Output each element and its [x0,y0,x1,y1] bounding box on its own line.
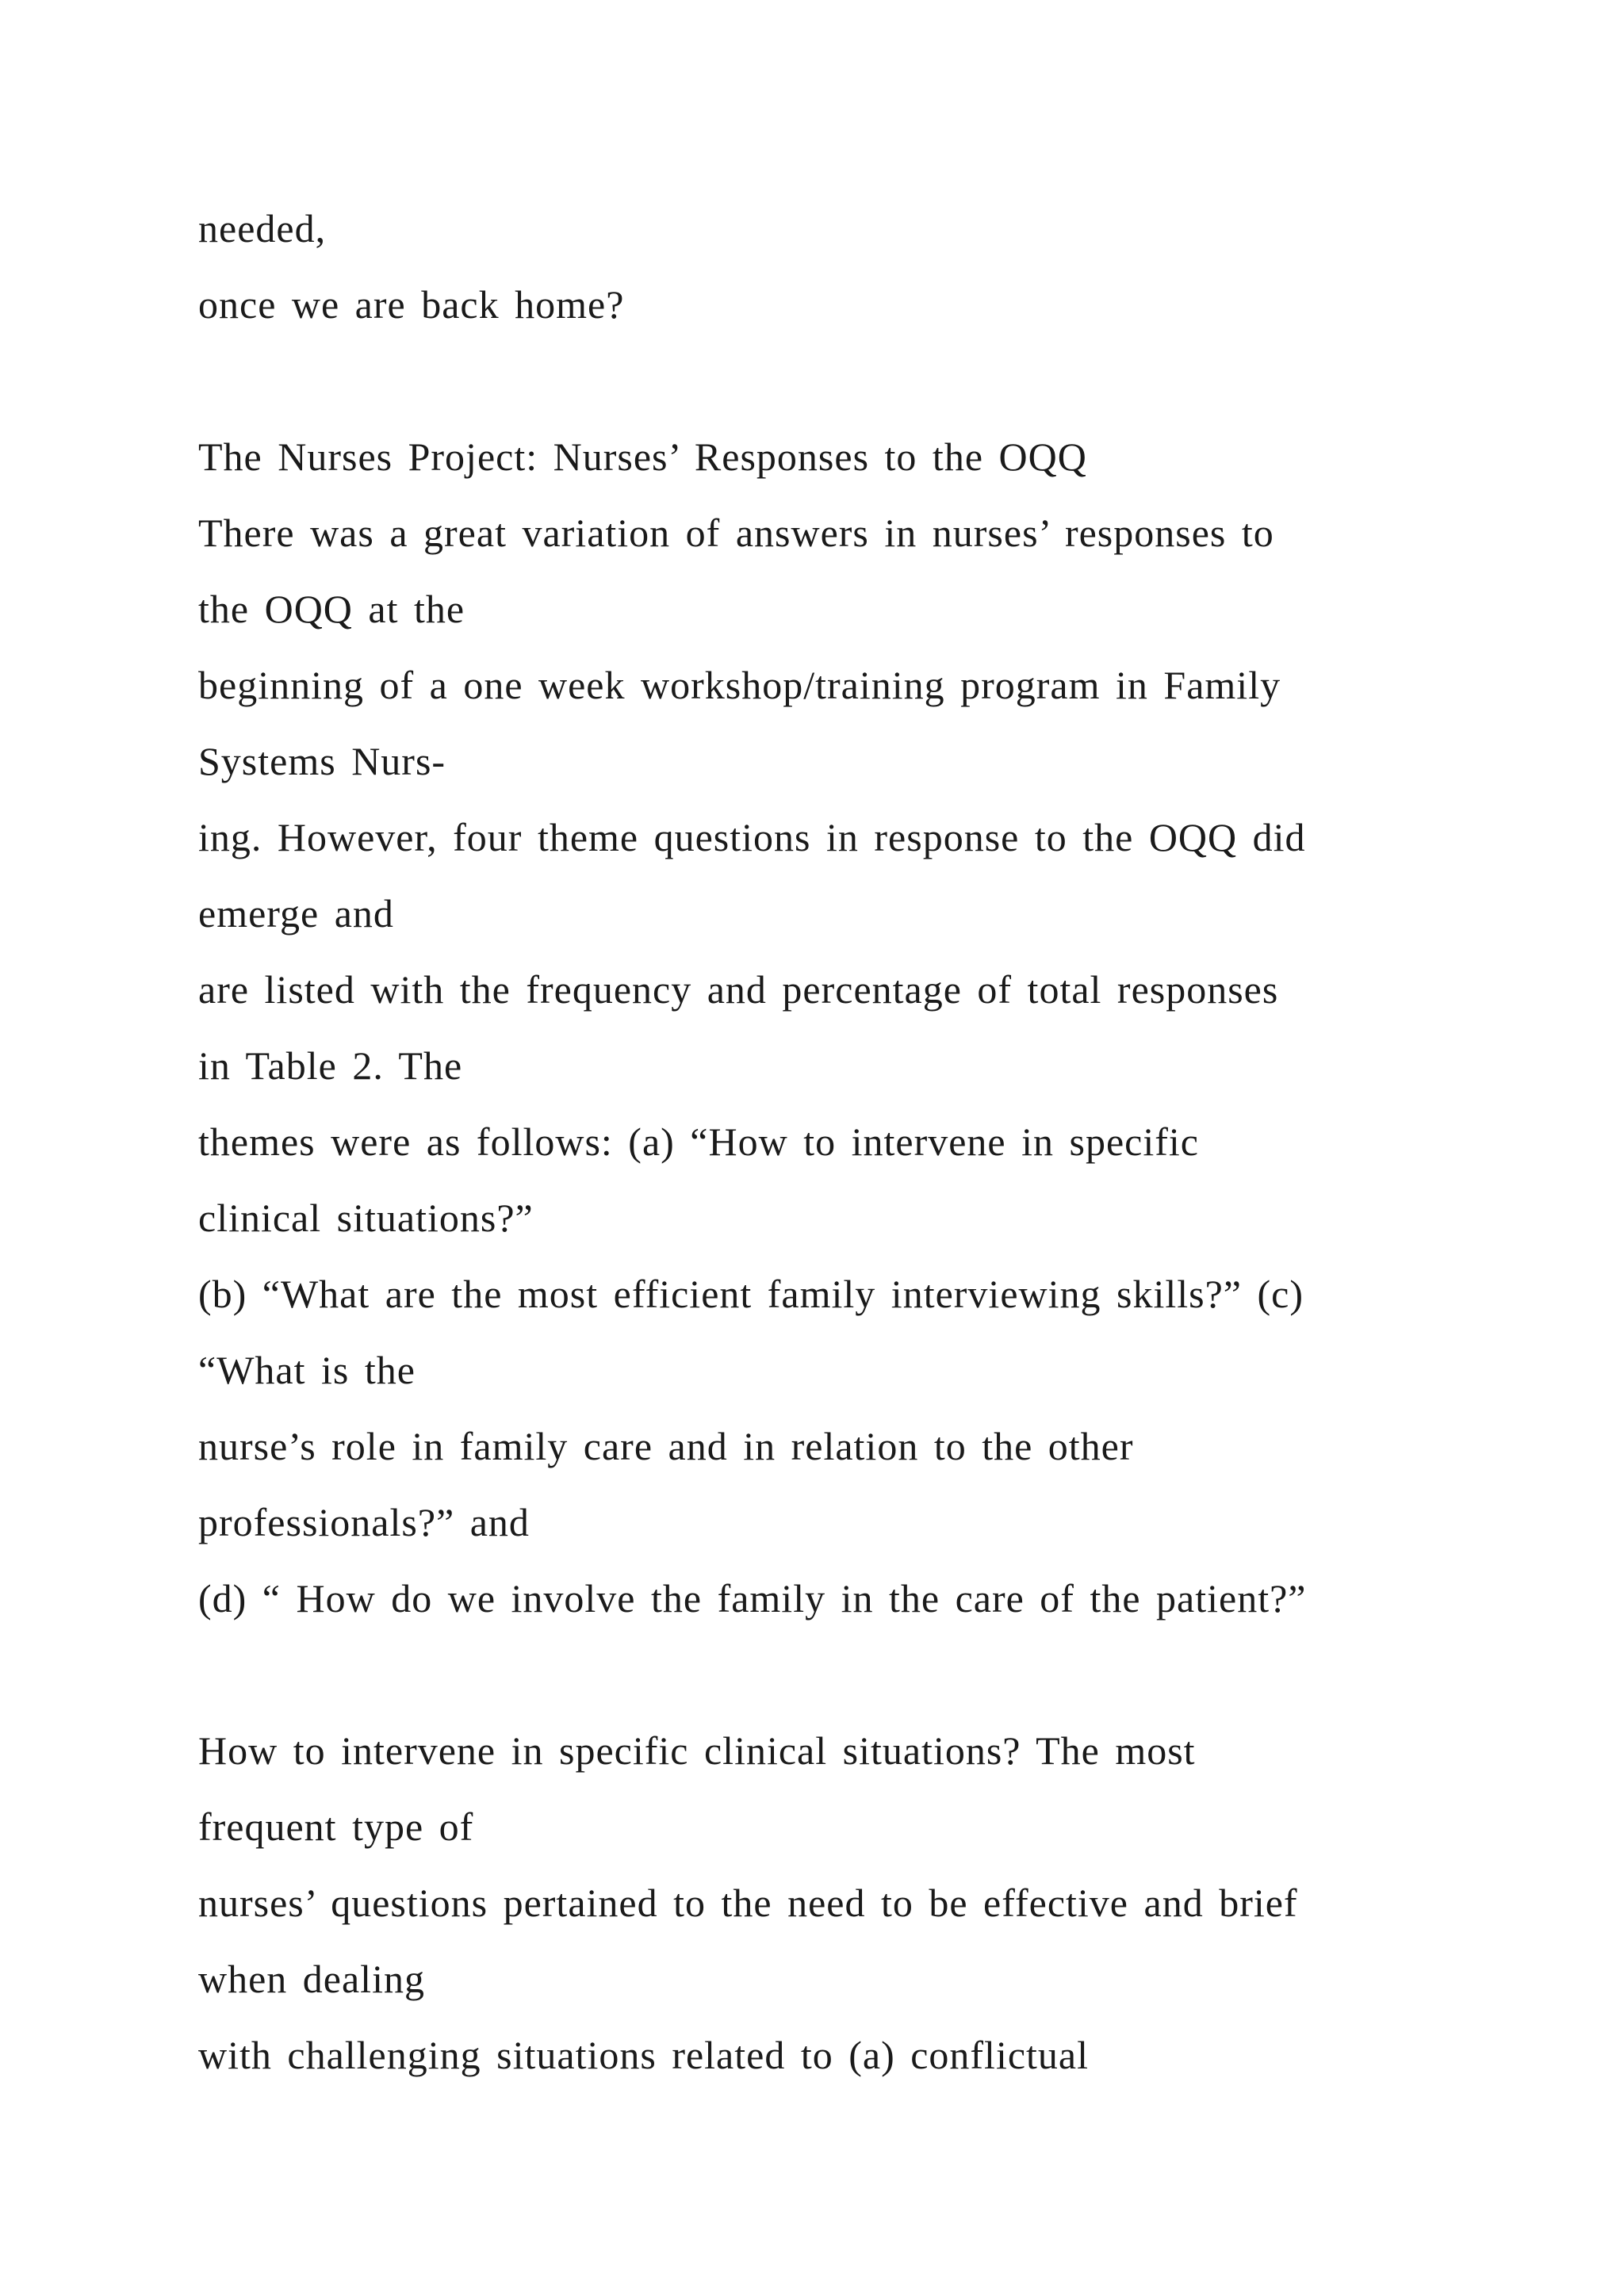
section-heading: The Nurses Project: Nurses’ Responses to the OQQ [198,434,1087,479]
text-line: in Table 2. The [198,1043,463,1088]
text-line: nurse’s role in family care and in relation to the other [198,1424,1134,1468]
text-line: the OQQ at the [198,587,465,631]
text-line: when dealing [198,1957,425,2001]
text-line: needed, [198,206,327,251]
document-body [198,190,1435,2093]
paragraph-closing-question [198,190,1435,342]
text-line: with challenging situations related to (a) conflictual [198,2033,1090,2077]
text-line: Systems Nurs- [198,739,446,783]
text-line: ing. However, four theme questions in response to the OQQ did [198,815,1306,859]
text-line: There was a great variation of answers in nurses’ responses to [198,511,1274,555]
text-line: frequent type of [198,1804,474,1849]
paragraph-clinical-situations [198,1712,1435,2093]
text-line: clinical situations?” [198,1196,534,1240]
text-line: professionals?” and [198,1500,530,1544]
text-line: How to intervene in specific clinical situations? The most [198,1728,1196,1773]
text-line: are listed with the frequency and percentage of total responses [198,967,1279,1012]
paragraph-nurses-project [198,419,1435,1636]
text-line: beginning of a one week workshop/training program in Family [198,663,1281,707]
text-line: “What is the [198,1348,416,1392]
text-line: themes were as follows: (a) “How to intervene in specific [198,1119,1199,1164]
text-line: nurses’ questions pertained to the need to be effective and brief [198,1881,1298,1925]
paragraph-spacer [198,1636,1435,1712]
text-line: (d) “ How do we involve the family in the care of the patient?” [198,1576,1307,1621]
paragraph-spacer [198,342,1435,419]
text-line: (b) “What are the most efficient family interviewing skills?” (c) [198,1272,1304,1316]
text-line: once we are back home? [198,282,625,327]
text-line: emerge and [198,891,394,936]
